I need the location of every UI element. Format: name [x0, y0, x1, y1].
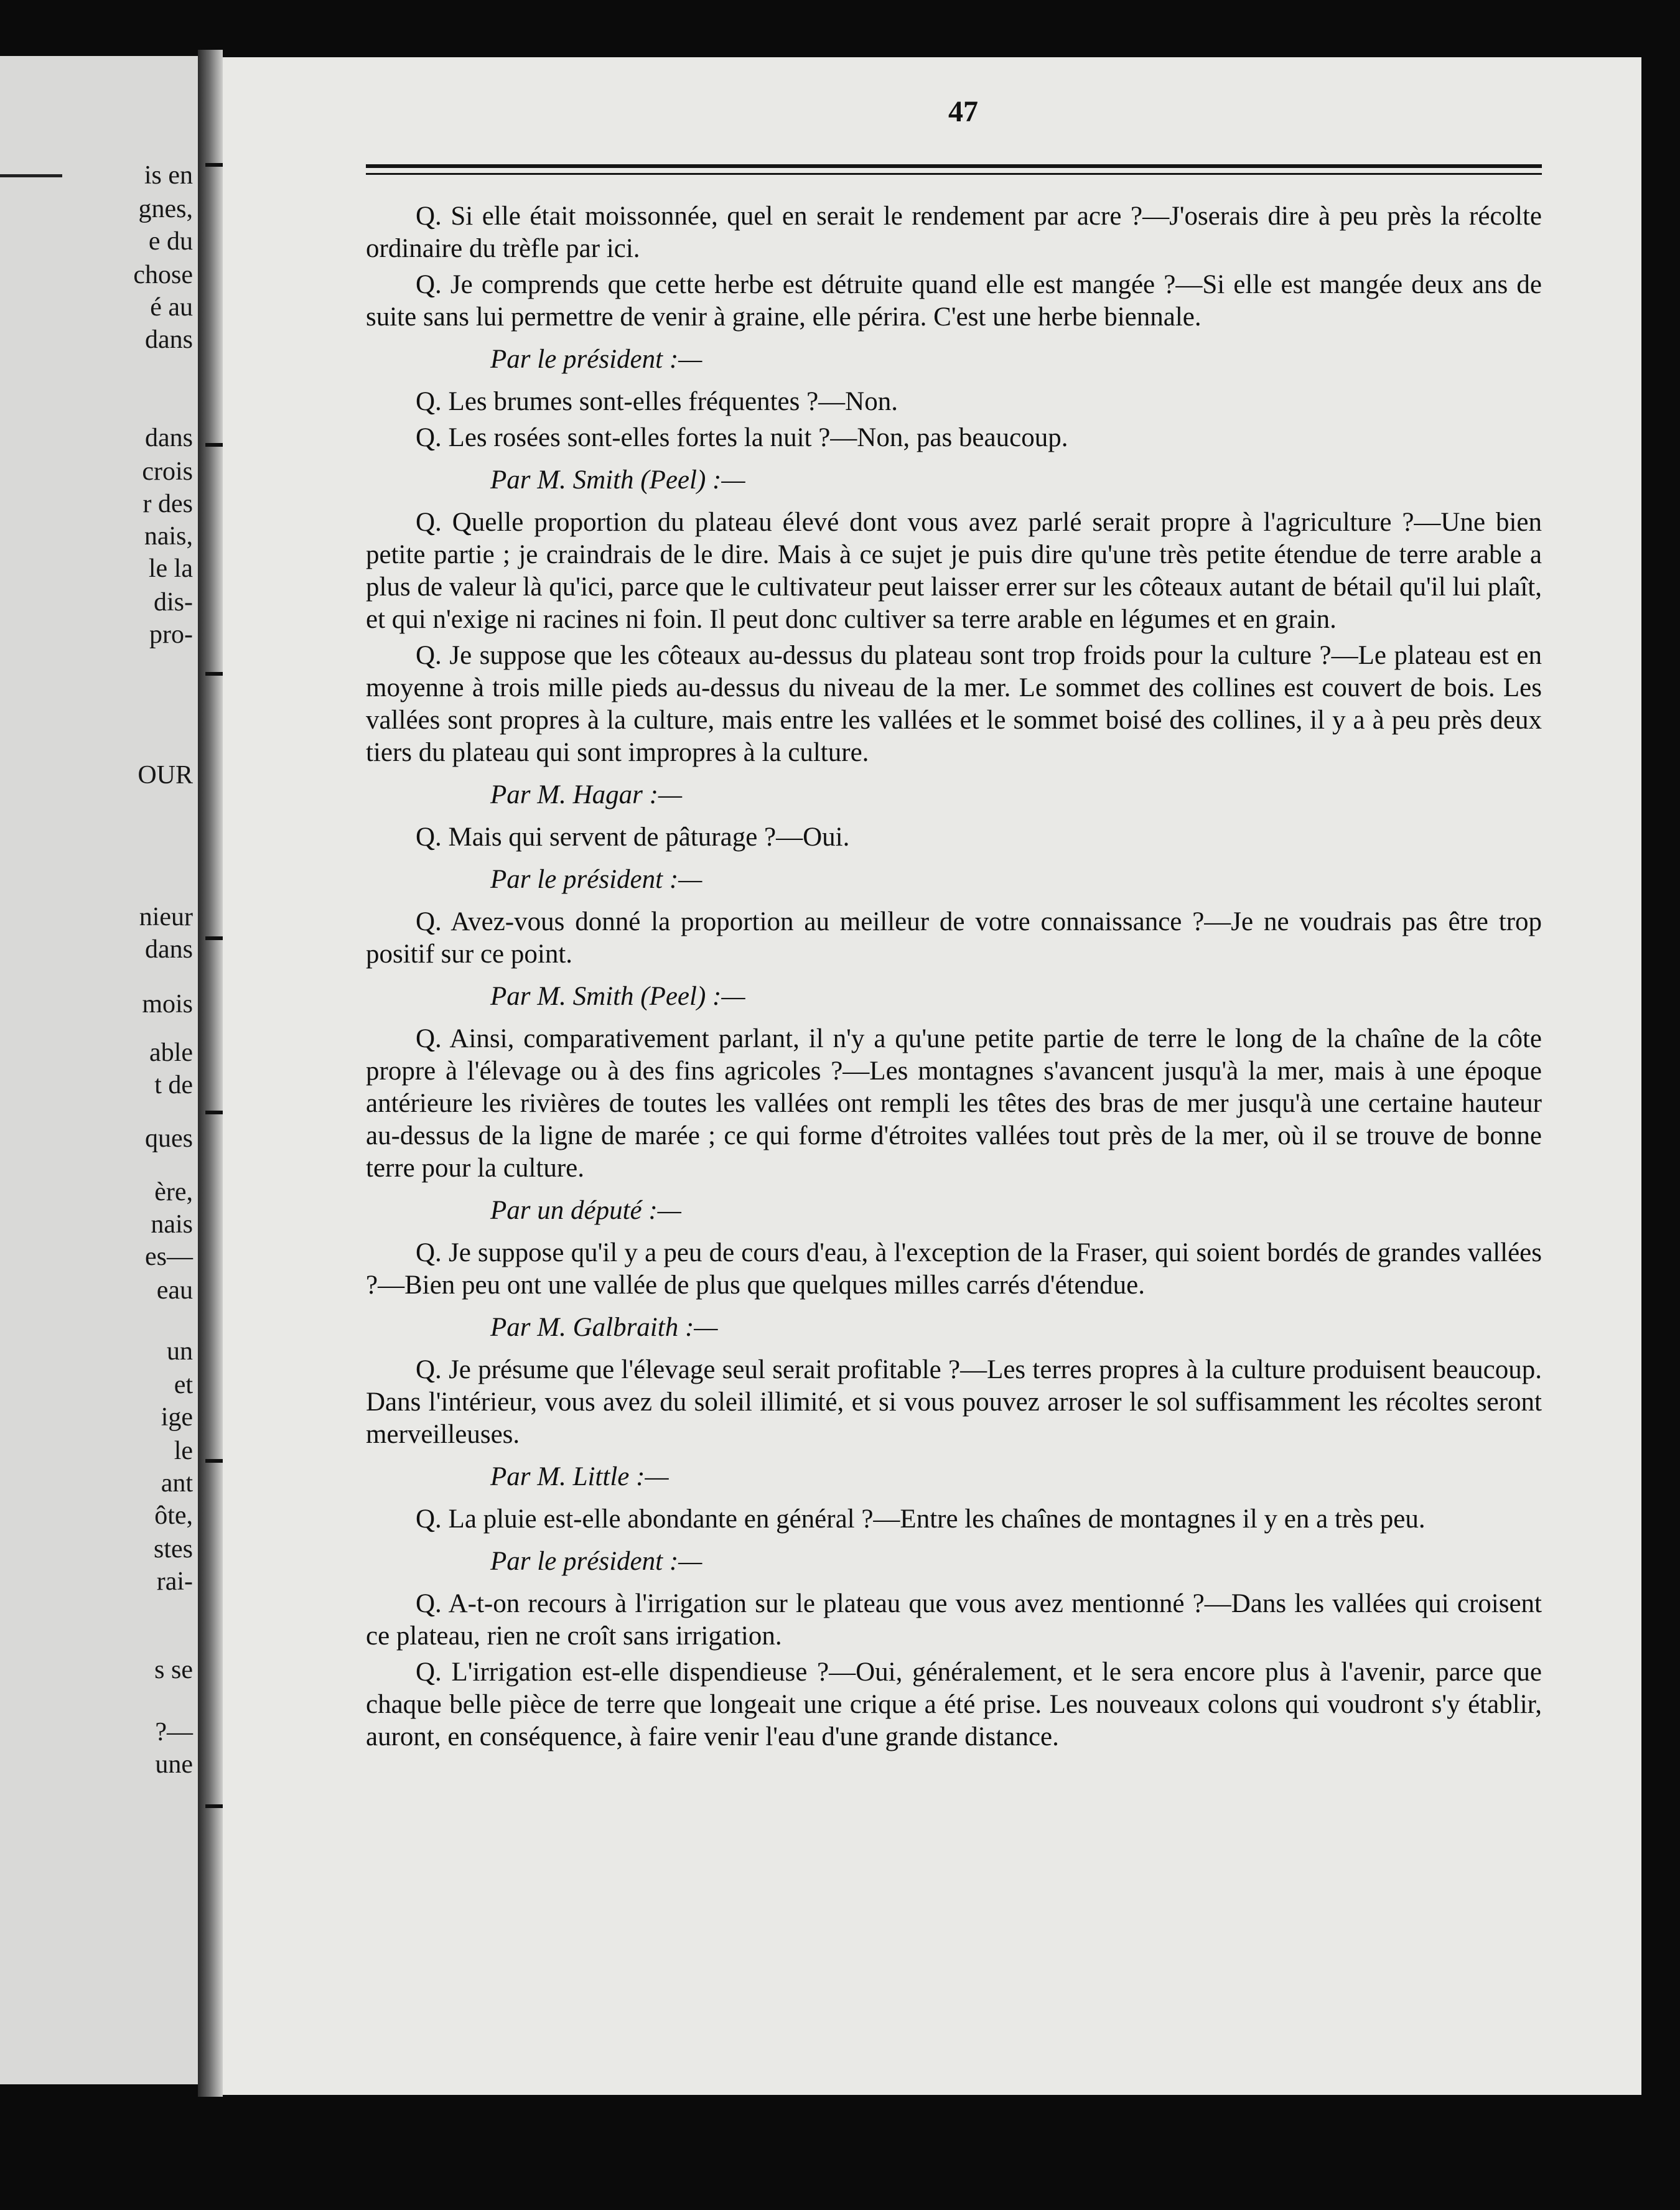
- facing-page-line: un: [167, 1337, 193, 1366]
- page-number: 47: [948, 95, 978, 128]
- speaker-heading: Par M. Smith (Peel) :—: [490, 982, 745, 1011]
- facing-page-line: le: [174, 1437, 193, 1465]
- facing-page-line: dis-: [154, 588, 193, 617]
- facing-page-line: le la: [148, 554, 193, 583]
- facing-page-line: ant: [161, 1469, 193, 1498]
- question-answer-paragraph: Q. Mais qui servent de pâturage ?—Oui.: [416, 823, 850, 852]
- speaker-heading: Par le président :—: [490, 345, 702, 374]
- facing-page-line: dans: [145, 935, 193, 964]
- question-answer-paragraph: Q. Quelle proportion du plateau élevé dont vous avez parlé serait propre à l'agriculture ?—Une bien petite partie ; je craindrais de le dire. Mais à ce sujet je puis dire qu'une très petite étendue de terre arable a plus de valeur là qu'ici, parce que le cultivateur peut laisser errer sur les côteaux autant de bétail qu'il lui plaît, et qui n'exige ni racines ni foin. Il peut donc cultiver sa terre arable en légumes et en grain.: [366, 508, 1542, 634]
- question-answer-paragraph: Q. Je présume que l'élevage seul serait profitable ?—Les terres propres à la culture produisent beaucoup. Dans l'intérieur, vous avez du soleil illimité, et si vous pouvez arroser le sol suffisamment les récoltes seront merveilleuses.: [366, 1355, 1542, 1449]
- facing-page-line: t de: [154, 1071, 193, 1099]
- facing-page-line: nieur: [139, 903, 193, 931]
- facing-page-line: ?—: [155, 1718, 193, 1746]
- question-answer-paragraph: Q. Avez-vous donné la proportion au meilleur de votre connaissance ?—Je ne voudrais pas être trop positif sur ce point.: [366, 907, 1542, 969]
- facing-page-line: r des: [142, 490, 193, 518]
- speaker-heading: Par le président :—: [490, 1547, 702, 1576]
- facing-page-line: able: [149, 1038, 193, 1067]
- facing-page-line: e du: [148, 227, 193, 256]
- question-answer-paragraph: Q. Je comprends que cette herbe est détruite quand elle est mangée ?—Si elle est mangée deux ans de suite sans lui permettre de venir à graine, elle périra. C'est une herbe biennale.: [366, 270, 1542, 332]
- speaker-heading: Par M. Galbraith :—: [490, 1313, 718, 1342]
- facing-page-line: une: [155, 1750, 193, 1779]
- facing-page-line: stes: [154, 1535, 193, 1564]
- facing-page-line: chose: [133, 261, 193, 289]
- question-answer-paragraph: Q. Je suppose que les côteaux au-dessus du plateau sont trop froids pour la culture ?—Le plateau est en moyenne à trois mille pieds au-dessus du niveau de la mer. Le sommet des collines est couvert de bois. Les vallées sont propres à la culture, mais entre les vallées et le sommet boisé des collines, il y a à peu près deux tiers du plateau qui sont impropres à la culture.: [366, 641, 1542, 767]
- facing-page-line: mois: [142, 990, 193, 1019]
- facing-page-line: OUR: [138, 761, 193, 790]
- facing-page-line: eau: [156, 1276, 193, 1305]
- facing-page-line: dans: [145, 424, 193, 452]
- facing-page-line: dans: [145, 325, 193, 354]
- speaker-heading: Par M. Hagar :—: [490, 780, 683, 809]
- header-rule: [366, 164, 1542, 168]
- question-answer-paragraph: Q. Je suppose qu'il y a peu de cours d'eau, à l'exception de la Fraser, qui soient bordés de grandes vallées ?—Bien peu ont une vallée de plus que quelques milles carrés d'étendue.: [366, 1238, 1542, 1300]
- speaker-heading: Par un député :—: [490, 1196, 681, 1225]
- facing-page-line: rai-: [156, 1567, 193, 1596]
- question-answer-paragraph: Q. L'irrigation est-elle dispendieuse ?—Oui, généralement, et le sera encore plus à l'avenir, parce que chaque belle pièce de terre que longeait une crique a été prise. Les nouveaux colons qui voudront s'y établir, auront, en conséquence, à faire venir l'eau d'une grande distance.: [366, 1658, 1542, 1751]
- facing-page-line: ques: [145, 1124, 193, 1153]
- question-answer-paragraph: Q. Ainsi, comparativement parlant, il n'y a qu'une petite partie de terre le long de la chaîne de la côte propre à l'élevage ou à des fins agricoles ?—Les montagnes s'avancent jusqu'à la mer, mais à une époque antérieure les rivières de toutes les vallées ont rempli les têtes des bras de mer jusqu'à une certaine hauteur au-dessus de la ligne de marée ; ce qui forme d'étroites vallées tout près de la mer, où il se trouve de bonne terre pour la culture.: [366, 1024, 1542, 1183]
- speaker-heading: Par M. Little :—: [490, 1462, 669, 1491]
- facing-page-line: et: [174, 1371, 193, 1399]
- facing-page-line: s se: [154, 1656, 193, 1684]
- facing-page-line: ôte,: [154, 1501, 193, 1530]
- facing-page-line: is en: [144, 161, 193, 190]
- speaker-heading: Par M. Smith (Peel) :—: [490, 465, 745, 495]
- facing-page-line: gnes,: [138, 195, 193, 223]
- question-answer-paragraph: Q. A-t-on recours à l'irrigation sur le plateau que vous avez mentionné ?—Dans les vallées qui croisent ce plateau, rien ne croît sans irrigation.: [366, 1589, 1542, 1651]
- facing-page-line: crois: [142, 457, 193, 486]
- page-body: [366, 200, 1542, 1757]
- document-page: [223, 57, 1641, 2095]
- facing-page-line: ige: [161, 1403, 193, 1432]
- facing-page-line: nais: [151, 1210, 193, 1239]
- facing-page-line: nais,: [144, 522, 193, 551]
- header-rule-secondary: [366, 173, 1542, 175]
- question-answer-paragraph: Q. Les brumes sont-elles fréquentes ?—Non.: [416, 387, 898, 416]
- question-answer-paragraph: Q. Les rosées sont-elles fortes la nuit ?—Non, pas beaucoup.: [416, 423, 1068, 452]
- question-answer-paragraph: Q. Si elle était moissonnée, quel en serait le rendement par acre ?—J'oserais dire à peu près la récolte ordinaire du trèfle par ici.: [366, 202, 1542, 263]
- facing-page-fragment: [0, 56, 198, 2084]
- facing-page-line: es—: [145, 1243, 193, 1271]
- facing-page-line: ère,: [154, 1178, 193, 1206]
- book-spine: [198, 50, 223, 2097]
- question-answer-paragraph: Q. La pluie est-elle abondante en général ?—Entre les chaînes de montagnes il y en a très peu.: [416, 1504, 1426, 1534]
- facing-page-line: pro-: [149, 620, 193, 649]
- facing-page-line: é au: [150, 293, 193, 322]
- speaker-heading: Par le président :—: [490, 865, 702, 894]
